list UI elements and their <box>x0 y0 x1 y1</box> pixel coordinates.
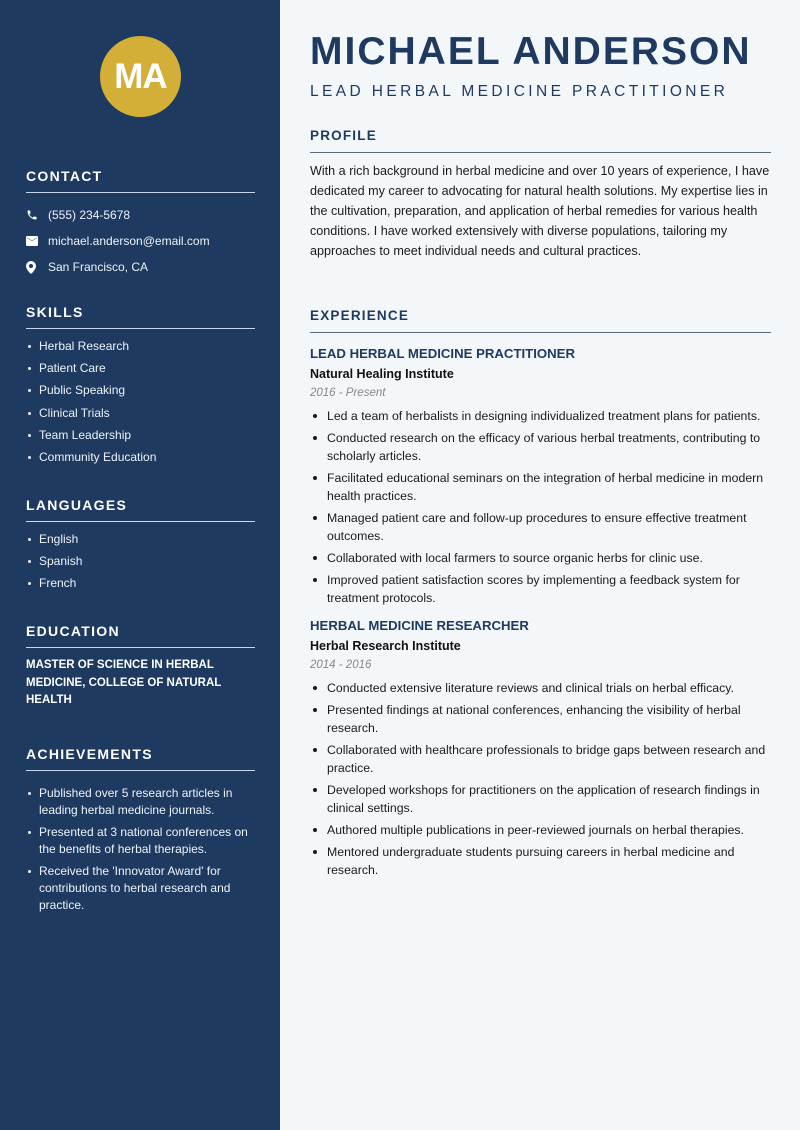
language-item: French <box>26 575 255 592</box>
languages-heading: LANGUAGES <box>26 497 255 522</box>
job-bullet: Led a team of herbalists in designing individualized treatment plans for patients. <box>310 407 771 425</box>
achievements-list <box>26 785 255 914</box>
avatar-initials: MA <box>114 56 167 96</box>
skill-item: Community Education <box>26 449 255 466</box>
skill-item: Patient Care <box>26 360 255 377</box>
job-company: Herbal Research Institute <box>310 639 461 653</box>
job-title: HERBAL MEDICINE RESEARCHER <box>310 618 529 633</box>
phone-icon <box>26 209 48 221</box>
job-dates: 2014 - 2016 <box>310 659 372 671</box>
skill-item: Herbal Research <box>26 338 255 355</box>
contact-heading: CONTACT <box>26 168 255 193</box>
location-text: San Francisco, CA <box>48 260 149 274</box>
avatar <box>100 36 181 117</box>
skills-list <box>26 338 255 466</box>
candidate-role: LEAD HERBAL MEDICINE PRACTITIONER <box>310 83 729 100</box>
contact-location <box>26 254 255 280</box>
job-bullet: Presented findings at national conferences, enhancing the visibility of herbal research. <box>310 701 771 737</box>
profile-heading: PROFILE <box>310 128 771 153</box>
languages-list <box>26 531 255 592</box>
contact-email <box>26 228 255 254</box>
candidate-name: MICHAEL ANDERSON <box>310 30 752 73</box>
contact-section <box>26 168 255 280</box>
experience-section <box>310 308 771 883</box>
job-bullet: Conducted research on the efficacy of various herbal treatments, contributing to scholarly articles. <box>310 429 771 465</box>
experience-heading: EXPERIENCE <box>310 308 771 333</box>
job-bullet: Conducted extensive literature reviews and clinical trials on herbal efficacy. <box>310 679 771 697</box>
job-bullets <box>310 679 771 879</box>
sidebar <box>0 0 280 1130</box>
job-bullet: Managed patient care and follow-up procedures to ensure effective treatment outcomes. <box>310 509 771 545</box>
email-icon <box>26 236 48 246</box>
achievement-item: Presented at 3 national conferences on the benefits of herbal therapies. <box>26 824 255 858</box>
job-bullet: Collaborated with healthcare professionals to bridge gaps between research and practice. <box>310 741 771 777</box>
job-title: LEAD HERBAL MEDICINE PRACTITIONER <box>310 346 575 361</box>
job-bullet: Authored multiple publications in peer-reviewed journals on herbal therapies. <box>310 821 771 839</box>
education-heading: EDUCATION <box>26 623 255 648</box>
job-entry <box>310 346 771 607</box>
job-bullet: Facilitated educational seminars on the integration of herbal medicine in modern health practices. <box>310 469 771 505</box>
languages-section <box>26 497 255 598</box>
job-company: Natural Healing Institute <box>310 367 454 381</box>
job-dates: 2016 - Present <box>310 387 386 399</box>
job-bullet: Collaborated with local farmers to source organic herbs for clinic use. <box>310 549 771 567</box>
job-bullet: Improved patient satisfaction scores by implementing a feedback system for treatment protocols. <box>310 571 771 607</box>
phone-text: (555) 234-5678 <box>48 208 131 222</box>
skill-item: Team Leadership <box>26 427 255 444</box>
skill-item: Public Speaking <box>26 382 255 399</box>
language-item: English <box>26 531 255 548</box>
job-bullet: Developed workshops for practitioners on the application of research findings in clinical settings. <box>310 781 771 817</box>
email-text: michael.anderson@email.com <box>48 234 210 248</box>
job-bullet: Mentored undergraduate students pursuing careers in herbal medicine and research. <box>310 843 771 879</box>
job-bullets <box>310 407 771 607</box>
achievements-heading: ACHIEVEMENTS <box>26 746 255 771</box>
achievement-item: Published over 5 research articles in leading herbal medicine journals. <box>26 785 255 819</box>
achievements-section <box>26 746 255 920</box>
achievement-item: Received the 'Innovator Award' for contributions to herbal research and practice. <box>26 863 255 914</box>
skills-section <box>26 304 255 471</box>
language-item: Spanish <box>26 553 255 570</box>
skill-item: Clinical Trials <box>26 405 255 422</box>
education-degree: MASTER OF SCIENCE IN HERBAL MEDICINE, COLLEGE OF NATURAL HEALTH <box>26 659 222 706</box>
location-pin-icon <box>26 261 48 274</box>
profile-section <box>310 128 771 261</box>
profile-text: With a rich background in herbal medicine and over 10 years of experience, I have dedicated my career to advocating for natural health solutions. My expertise lies in the cultivation, preparation, and application of herbal remedies for various health conditions. I have worked extensively with diverse populations, tailoring my approaches to meet individual needs and cultural practices. <box>310 164 770 258</box>
education-section <box>26 623 255 710</box>
job-entry <box>310 618 771 879</box>
contact-phone <box>26 202 255 228</box>
skills-heading: SKILLS <box>26 304 255 329</box>
